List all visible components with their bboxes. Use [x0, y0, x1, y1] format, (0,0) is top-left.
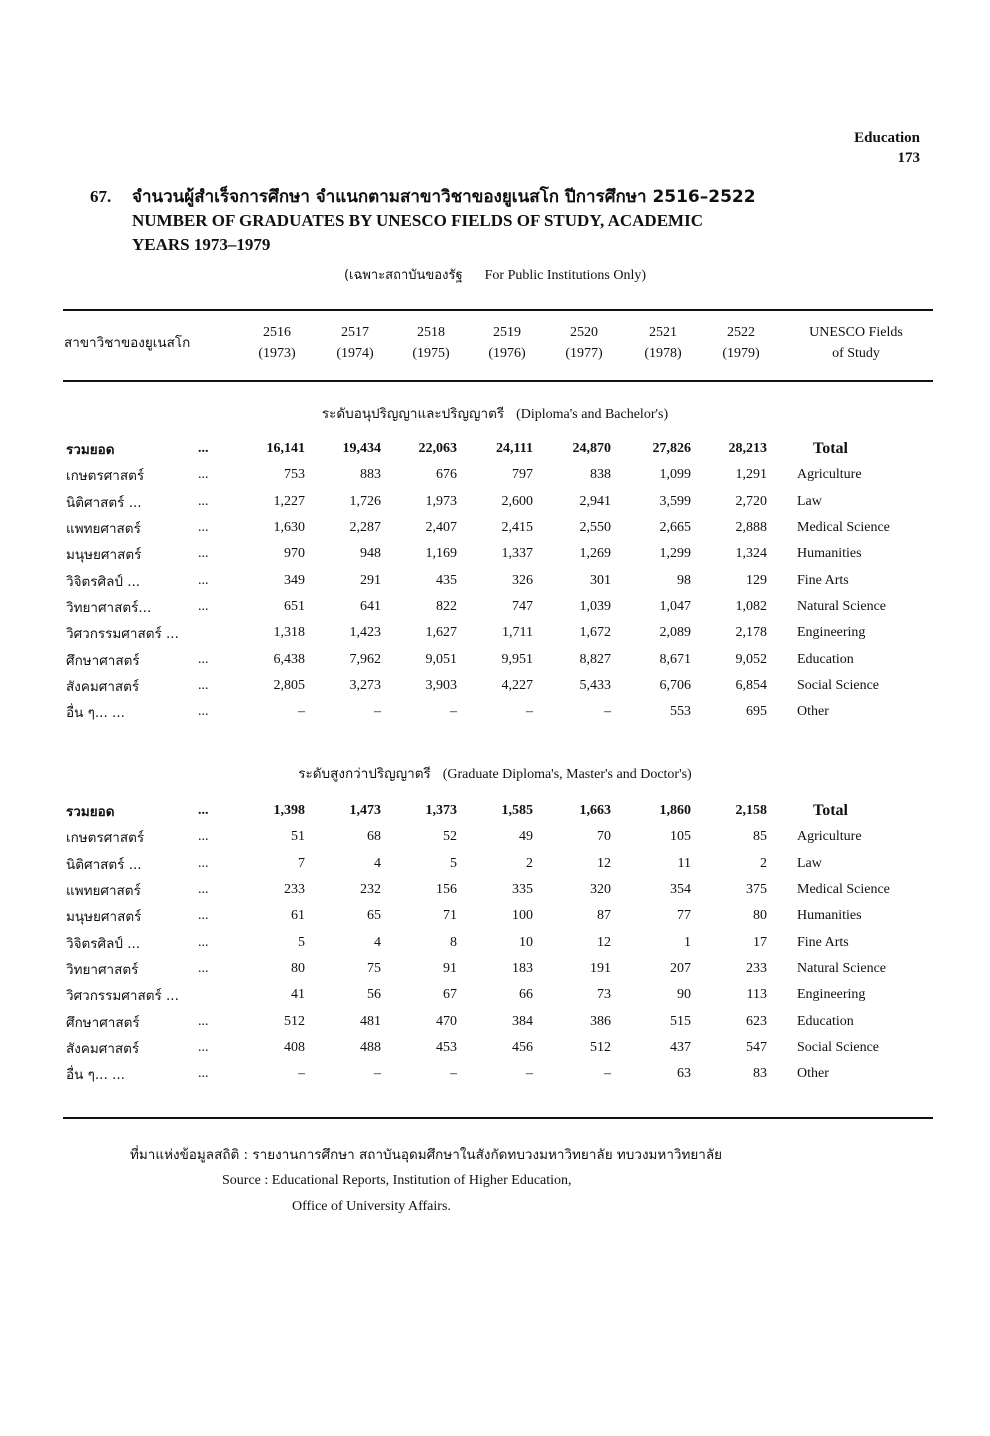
source-thai: ที่มาแห่งข้อมูลสถิติ : รายงานการศึกษา สถาบันอุดมศึกษาในสังกัดทบวงมหาวิทยาลัย ทบวงมหาวิทยาลัย	[130, 1147, 723, 1163]
table-title	[90, 185, 756, 257]
scope-note-thai: (เฉพาะสถาบันของรัฐ	[343, 268, 463, 283]
value-cell: 156	[436, 882, 457, 898]
header-year: 2518 (1975)	[412, 325, 450, 361]
value-cell: 6,706	[659, 677, 691, 693]
table-row	[63, 699, 933, 725]
table-row	[63, 982, 933, 1008]
leader-dots: ...	[198, 1039, 209, 1055]
header-year: 2522 (1979)	[722, 325, 760, 361]
page-number: 173	[897, 150, 920, 166]
leader-dots: ...	[198, 908, 209, 924]
field-thai-cell: แพทยศาสตร์	[66, 883, 141, 900]
value-cell: 113	[746, 987, 767, 1003]
column-header	[63, 321, 933, 365]
value-cell: 8,827	[579, 651, 611, 667]
field-thai-cell: วิจิตรศิลป์ ...	[66, 935, 141, 952]
field-thai-cell: เกษตรศาสตร์	[66, 830, 145, 847]
header-year: 2516 (1973)	[258, 325, 296, 361]
value-cell: 70	[597, 829, 611, 845]
title-thai: จำนวนผู้สำเร็จการศึกษา จำแนกตามสาขาวิชาของยูเนสโก ปีการศึกษา 2516–2522	[132, 187, 756, 207]
value-cell: 1,169	[425, 546, 457, 562]
leader-dots: ...	[198, 677, 209, 693]
value-cell: 9,951	[501, 651, 533, 667]
value-cell: 676	[436, 467, 457, 483]
field-english-cell: Natural Science	[797, 598, 887, 614]
value-cell: 9,051	[425, 651, 457, 667]
value-cell: 3,273	[349, 677, 381, 693]
value-cell: 75	[367, 960, 381, 976]
value-cell: 1,299	[659, 546, 691, 562]
field-english-cell: Fine Arts	[797, 572, 849, 588]
field-english-cell: Natural Science	[797, 960, 887, 976]
value-cell: 512	[284, 1013, 305, 1029]
value-cell: 335	[512, 882, 533, 898]
table-row	[63, 541, 933, 567]
value-cell: 68	[367, 829, 381, 845]
value-cell: 2,600	[501, 493, 533, 509]
leader-dots	[198, 620, 237, 646]
table-row	[63, 929, 933, 955]
value-cell: 1,291	[735, 467, 767, 483]
value-cell: 8,671	[659, 651, 691, 667]
data-table-bachelor	[63, 436, 933, 725]
value-cell: –	[526, 1066, 533, 1082]
value-cell: 16,141	[266, 441, 305, 457]
value-cell: 1,627	[425, 625, 457, 641]
total-row	[63, 436, 933, 462]
value-cell: 9,052	[735, 651, 767, 667]
value-cell: 4,227	[501, 677, 533, 693]
value-cell: 207	[670, 960, 691, 976]
field-english-cell: Humanities	[797, 908, 862, 924]
table-row	[63, 1008, 933, 1034]
leader-dots: ...	[198, 467, 209, 483]
value-cell: 408	[284, 1039, 305, 1055]
value-cell: 65	[367, 908, 381, 924]
value-cell: 90	[677, 987, 691, 1003]
field-thai-cell: แพทยศาสตร์	[66, 521, 141, 538]
value-cell: 2,089	[659, 625, 691, 641]
table-row	[63, 956, 933, 982]
leader-dots: ...	[198, 829, 209, 845]
value-cell: 1,860	[659, 803, 691, 819]
value-cell: 695	[746, 704, 767, 720]
value-cell: –	[450, 704, 457, 720]
header-field-thai: สาขาวิชาของยูเนสโก	[64, 335, 191, 351]
value-cell: 4	[374, 855, 381, 871]
field-thai-cell: เกษตรศาสตร์	[66, 468, 145, 485]
leader-dots: ...	[198, 855, 209, 871]
value-cell: 1,269	[579, 546, 611, 562]
title-english-line1: NUMBER OF GRADUATES BY UNESCO FIELDS OF STUDY, ACADEMIC	[132, 211, 703, 230]
value-cell: 98	[677, 572, 691, 588]
table-row	[63, 1035, 933, 1061]
scope-note-english: For Public Institutions Only)	[484, 268, 647, 283]
field-thai-cell: รวมยอด	[66, 442, 115, 459]
value-cell: 41	[291, 987, 305, 1003]
value-cell: 5	[298, 934, 305, 950]
field-thai-cell: วิจิตรศิลป์ ...	[66, 573, 141, 590]
value-cell: 10	[519, 934, 533, 950]
value-cell: 1,324	[735, 546, 767, 562]
field-english-cell: Agriculture	[797, 829, 862, 845]
field-thai-cell: วิศวกรรมศาสตร์ ...	[66, 988, 179, 1005]
value-cell: 1,373	[425, 803, 457, 819]
leader-dots: ...	[198, 934, 209, 950]
value-cell: 623	[746, 1013, 767, 1029]
table-row	[63, 903, 933, 929]
value-cell: 320	[590, 882, 611, 898]
leader-dots: ...	[198, 651, 209, 667]
field-thai-cell: วิทยาศาสตร์	[66, 961, 139, 978]
value-cell: 19,434	[342, 441, 381, 457]
value-cell: 3,599	[659, 493, 691, 509]
value-cell: 515	[670, 1013, 691, 1029]
value-cell: 1,318	[273, 625, 305, 641]
value-cell: –	[374, 704, 381, 720]
value-cell: 838	[590, 467, 611, 483]
source-english-line1: Source : Educational Reports, Institution of Higher Education,	[222, 1173, 572, 1188]
field-english-cell: Agriculture	[797, 467, 862, 483]
table-row	[63, 515, 933, 541]
value-cell: 3,903	[425, 677, 457, 693]
value-cell: 129	[746, 572, 767, 588]
field-english-cell: Social Science	[797, 677, 880, 693]
field-english-cell: Law	[797, 855, 822, 871]
value-cell: 1,337	[501, 546, 533, 562]
value-cell: 56	[367, 987, 381, 1003]
source-note	[130, 1142, 722, 1220]
value-cell: 2,550	[579, 520, 611, 536]
header-year: 2517 (1974)	[336, 325, 374, 361]
value-cell: 386	[590, 1013, 611, 1029]
table-row	[63, 851, 933, 877]
field-thai-cell: อื่น ๆ... ...	[66, 705, 125, 722]
leader-dots: ...	[198, 704, 209, 720]
value-cell: 1,398	[273, 803, 305, 819]
field-thai-cell: วิทยาศาสตร์...	[66, 599, 152, 616]
header-unesco-fields: UNESCO Fields of Study	[809, 325, 903, 361]
value-cell: 453	[436, 1039, 457, 1055]
value-cell: 22,063	[418, 441, 457, 457]
table-row	[63, 594, 933, 620]
value-cell: 437	[670, 1039, 691, 1055]
table-row	[63, 489, 933, 515]
value-cell: 28,213	[728, 441, 767, 457]
value-cell: 375	[746, 882, 767, 898]
leader-dots: ...	[198, 803, 209, 819]
value-cell: 52	[443, 829, 457, 845]
field-thai-cell: มนุษยศาสตร์	[66, 547, 142, 564]
leader-dots: ...	[198, 598, 209, 614]
field-english-cell: Medical Science	[797, 520, 890, 536]
value-cell: 883	[360, 467, 381, 483]
field-english-cell: Total	[813, 802, 848, 820]
value-cell: 651	[284, 598, 305, 614]
value-cell: 1,423	[349, 625, 381, 641]
value-cell: 232	[360, 882, 381, 898]
value-cell: 24,870	[572, 441, 611, 457]
value-cell: 1,630	[273, 520, 305, 536]
value-cell: 183	[512, 960, 533, 976]
table-row	[63, 620, 933, 646]
field-thai-cell: ศึกษาศาสตร์	[66, 652, 140, 669]
field-thai-cell: ศึกษาศาสตร์	[66, 1014, 140, 1031]
header-year: 2520 (1977)	[565, 325, 603, 361]
field-english-cell: Fine Arts	[797, 934, 849, 950]
header-rule	[63, 380, 933, 382]
value-cell: 326	[512, 572, 533, 588]
field-english-cell: Education	[797, 651, 854, 667]
value-cell: 61	[291, 908, 305, 924]
leader-dots: ...	[198, 882, 209, 898]
value-cell: 63	[677, 1066, 691, 1082]
field-thai-cell: สังคมศาสตร์	[66, 1040, 140, 1057]
source-english-line2: Office of University Affairs.	[292, 1199, 451, 1214]
table-row	[63, 1061, 933, 1087]
value-cell: 8	[450, 934, 457, 950]
field-english-cell: Humanities	[797, 546, 862, 562]
value-cell: 1,473	[349, 803, 381, 819]
value-cell: 71	[443, 908, 457, 924]
value-cell: 354	[670, 882, 691, 898]
table-row	[63, 462, 933, 488]
value-cell: 2	[526, 855, 533, 871]
value-cell: 6,438	[273, 651, 305, 667]
value-cell: 2,415	[501, 520, 533, 536]
value-cell: 77	[677, 908, 691, 924]
header-year: 2519 (1976)	[488, 325, 526, 361]
table-row	[63, 646, 933, 672]
value-cell: 553	[670, 704, 691, 720]
value-cell: 80	[291, 960, 305, 976]
value-cell: 2	[760, 855, 767, 871]
value-cell: 2,407	[425, 520, 457, 536]
value-cell: 2,178	[735, 625, 767, 641]
value-cell: 547	[746, 1039, 767, 1055]
value-cell: 349	[284, 572, 305, 588]
value-cell: –	[298, 1066, 305, 1082]
value-cell: 481	[360, 1013, 381, 1029]
value-cell: 233	[746, 960, 767, 976]
value-cell: 1,672	[579, 625, 611, 641]
value-cell: 100	[512, 908, 533, 924]
field-thai-cell: วิศวกรรมศาสตร์ ...	[66, 626, 179, 643]
value-cell: 1,726	[349, 493, 381, 509]
total-row	[63, 798, 933, 824]
leader-dots: ...	[198, 1013, 209, 1029]
table-number: 67.	[90, 187, 112, 206]
value-cell: 1,711	[502, 625, 533, 641]
value-cell: 1,082	[735, 598, 767, 614]
value-cell: 822	[436, 598, 457, 614]
value-cell: –	[604, 1066, 611, 1082]
field-thai-cell: สังคมศาสตร์	[66, 678, 140, 695]
value-cell: 456	[512, 1039, 533, 1055]
value-cell: 747	[512, 598, 533, 614]
value-cell: 24,111	[496, 441, 533, 457]
field-thai-cell: มนุษยศาสตร์	[66, 909, 142, 926]
value-cell: 970	[284, 546, 305, 562]
value-cell: 7,962	[349, 651, 381, 667]
value-cell: 49	[519, 829, 533, 845]
value-cell: –	[298, 704, 305, 720]
value-cell: 753	[284, 467, 305, 483]
leader-dots: ...	[198, 960, 209, 976]
section-name: Education	[854, 130, 920, 146]
field-thai-cell: นิติศาสตร์ ...	[66, 856, 142, 873]
data-table-graduate	[63, 798, 933, 1087]
value-cell: 51	[291, 829, 305, 845]
page-header	[854, 128, 920, 168]
value-cell: 91	[443, 960, 457, 976]
value-cell: 1,047	[659, 598, 691, 614]
value-cell: 2,158	[735, 803, 767, 819]
value-cell: 301	[590, 572, 611, 588]
field-thai-cell: นิติศาสตร์ ...	[66, 494, 142, 511]
value-cell: 17	[753, 934, 767, 950]
value-cell: 66	[519, 987, 533, 1003]
value-cell: 2,941	[579, 493, 611, 509]
value-cell: 1,973	[425, 493, 457, 509]
leader-dots	[198, 982, 237, 1008]
field-english-cell: Medical Science	[797, 882, 890, 898]
leader-dots: ...	[198, 441, 209, 457]
value-cell: 2,720	[735, 493, 767, 509]
value-cell: 797	[512, 467, 533, 483]
value-cell: 1,663	[579, 803, 611, 819]
leader-dots: ...	[198, 1066, 209, 1082]
value-cell: –	[374, 1066, 381, 1082]
table-row	[63, 567, 933, 593]
value-cell: 384	[512, 1013, 533, 1029]
field-english-cell: Other	[797, 1066, 829, 1082]
table-row	[63, 877, 933, 903]
value-cell: 83	[753, 1066, 767, 1082]
header-year: 2521 (1978)	[644, 325, 682, 361]
field-english-cell: Engineering	[797, 625, 866, 641]
value-cell: 67	[443, 987, 457, 1003]
leader-dots: ...	[198, 520, 209, 536]
value-cell: 12	[597, 855, 611, 871]
value-cell: 85	[753, 829, 767, 845]
field-thai-cell: รวมยอด	[66, 804, 115, 821]
field-english-cell: Total	[813, 440, 848, 458]
field-thai-cell: อื่น ๆ... ...	[66, 1067, 125, 1084]
value-cell: 2,888	[735, 520, 767, 536]
field-english-cell: Education	[797, 1013, 854, 1029]
table-row	[63, 824, 933, 850]
leader-dots: ...	[198, 572, 209, 588]
value-cell: 512	[590, 1039, 611, 1055]
value-cell: 470	[436, 1013, 457, 1029]
value-cell: 1,099	[659, 467, 691, 483]
bottom-rule	[63, 1117, 933, 1119]
value-cell: 435	[436, 572, 457, 588]
value-cell: 641	[360, 598, 381, 614]
value-cell: 5,433	[579, 677, 611, 693]
value-cell: 1,227	[273, 493, 305, 509]
value-cell: 12	[597, 934, 611, 950]
value-cell: 80	[753, 908, 767, 924]
value-cell: 7	[298, 855, 305, 871]
value-cell: 73	[597, 987, 611, 1003]
value-cell: 6,854	[735, 677, 767, 693]
field-english-cell: Other	[797, 704, 829, 720]
value-cell: 1,585	[501, 803, 533, 819]
value-cell: 2,287	[349, 520, 381, 536]
top-rule	[63, 309, 933, 311]
value-cell: 1	[684, 934, 691, 950]
value-cell: 5	[450, 855, 457, 871]
value-cell: –	[526, 704, 533, 720]
value-cell: 191	[590, 960, 611, 976]
table-row	[63, 673, 933, 699]
value-cell: 4	[374, 934, 381, 950]
section-heading-bachelor: ระดับอนุปริญญาและปริญญาตรี (Diploma's and Bachelor's)	[321, 406, 669, 422]
leader-dots: ...	[198, 546, 209, 562]
value-cell: 87	[597, 908, 611, 924]
value-cell: 291	[360, 572, 381, 588]
value-cell: –	[604, 704, 611, 720]
field-english-cell: Social Science	[797, 1039, 880, 1055]
section-heading-graduate: ระดับสูงกว่าปริญญาตรี (Graduate Diploma's, Master's and Doctor's)	[298, 766, 692, 782]
value-cell: 11	[677, 855, 691, 871]
value-cell: 948	[360, 546, 381, 562]
scope-note	[0, 264, 990, 285]
value-cell: 2,805	[273, 677, 305, 693]
value-cell: 105	[670, 829, 691, 845]
value-cell: –	[450, 1066, 457, 1082]
field-english-cell: Law	[797, 493, 822, 509]
title-english-line2: YEARS 1973–1979	[132, 235, 271, 254]
value-cell: 2,665	[659, 520, 691, 536]
value-cell: 27,826	[652, 441, 691, 457]
value-cell: 1,039	[579, 598, 611, 614]
value-cell: 233	[284, 882, 305, 898]
value-cell: 488	[360, 1039, 381, 1055]
field-english-cell: Engineering	[797, 987, 866, 1003]
leader-dots: ...	[198, 493, 209, 509]
